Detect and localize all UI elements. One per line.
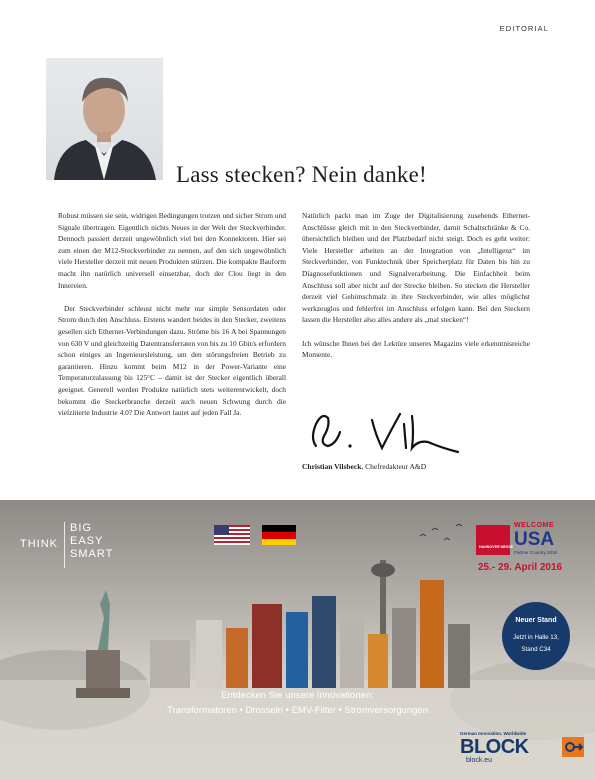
paragraph: Ich wünsche Ihnen bei der Lektüre unseres Magazins viele erkenntnisreiche Momente. — [302, 338, 530, 360]
brand-url[interactable]: block.eu — [466, 757, 493, 764]
partner-country: USA — [514, 529, 555, 550]
german-flag-icon — [262, 525, 296, 545]
stand-badge — [502, 602, 570, 670]
author-signature-line — [302, 462, 426, 471]
editorial-headline: Lass stecken? Nein danke! — [176, 162, 427, 187]
welcome-label: WELCOME — [514, 522, 555, 529]
block-logo-mark-icon — [562, 737, 584, 757]
stand-hall: Jetzt in Halle 13, — [513, 634, 559, 641]
ad-tagline-word: EASY — [70, 535, 104, 547]
ad-divider — [64, 522, 65, 568]
ad-tagline — [70, 522, 113, 561]
ad-product-list: Transformatoren • Drosseln • EMV-Filter • Stromversorgungen — [167, 705, 428, 716]
stand-title: Neuer Stand — [515, 617, 557, 624]
paragraph: Natürlich packt man im Zuge der Digitalisierung zusehends Ethernet-Anschlüsse gleich mit in den Steckverbinder, damit Schaltschränke & Co. übersichtlich bleiben und der Platzbedarf nicht steigt. Doch es geht weiter: Viele Hersteller arbeiten an der Integration von „Intelligenz“ im Steckverbinder, von Funktechnik über Speicherplatz für Daten bis hin zu Diagnosefunktionen und Signalverarbeitung. Die Einfachheit beim Anschluss soll aber nicht auf der Strecke bleiben. So stecken die Hersteller derzeit viel Gehirnschmalz in ihre Steckverbinder, wie alles möglichst werkzeuglos und fehlerfrei im Anschluss erfolgen kann. Bei den Steckern lassen die Hersteller also alles andere als „mal stecken“! — [302, 211, 530, 325]
author-name: Christian Vilsbeck — [302, 462, 362, 471]
brand-slogan: German Innovation. Worldwide — [460, 731, 527, 736]
paragraph: Der Steckverbinder schleust nicht mehr nur simple Sensordaten oder Strom durch den Anschluss. Erstens wandert beides in den Stecker, zweitens gesellen sich Ethernet-Verbindungen dazu. Ströme bis 16 A bei Spannungen von 630 V und gleichzeitig Datentransferraten von bis zu 10 Gbit/s erfordern schon einiges an Ingenieursleistung, um den störungsfreien Betrieb zu garantieren. Hinzu kommt beim M12 in der Power-Variante eine Temperaturzulassung bis 125°C – damit ist der Stecker eigentlich überall geeignet. Generell werden Produkte natürlich stets weiterentwickelt, doch bekommt die Steckerbranche derzeit auch neuen Schwung durch die vielzitierte Industrie 4.0? Die Antwort lautet auf jeden Fall Ja. — [58, 303, 286, 418]
stand-number: Stand C34 — [521, 646, 551, 653]
hannover-messe-logo-text: HANNOVER MESSE — [479, 545, 514, 549]
ad-discover-text: Entdecken Sie unsere Innovationen: — [221, 690, 374, 701]
partner-country-label: Partner Country 2016 — [514, 550, 558, 555]
ad-tagline-word: SMART — [70, 548, 114, 560]
block-logo: BLOCK — [460, 736, 529, 758]
us-flag-icon — [214, 525, 250, 545]
handwritten-signature — [302, 402, 462, 458]
paragraph: Robust müssen sie sein, widrigen Bedingungen trotzen und sicher Strom und Signale übertragen. Eigentlich nichts Neues in der Welt der Steckverbinder. Dennoch passiert derzeit ungewöhnlich viel bei den Konnektoren. Hier sei zum einen der M12-Steckverbinder zu nennen, auf den sich ungewöhnlich viele Hersteller derzeit mit neuen Produkten stürzen. Die kompakte Bauform macht ihn natürlich universell einsetzbar, doch der Clou liegt in den Innereien. — [58, 211, 286, 290]
ad-tagline-word: BIG — [70, 522, 92, 534]
ad-think-label: THINK — [20, 538, 58, 550]
section-label: EDITORIAL — [499, 24, 549, 33]
article-column-right — [302, 210, 530, 372]
author-portrait — [46, 58, 163, 180]
fair-dates: 25.- 29. April 2016 — [478, 562, 563, 573]
article-column-left — [58, 210, 286, 430]
author-role: , Chefredakteur A&D — [361, 462, 427, 471]
hannover-messe-logo — [476, 525, 510, 555]
